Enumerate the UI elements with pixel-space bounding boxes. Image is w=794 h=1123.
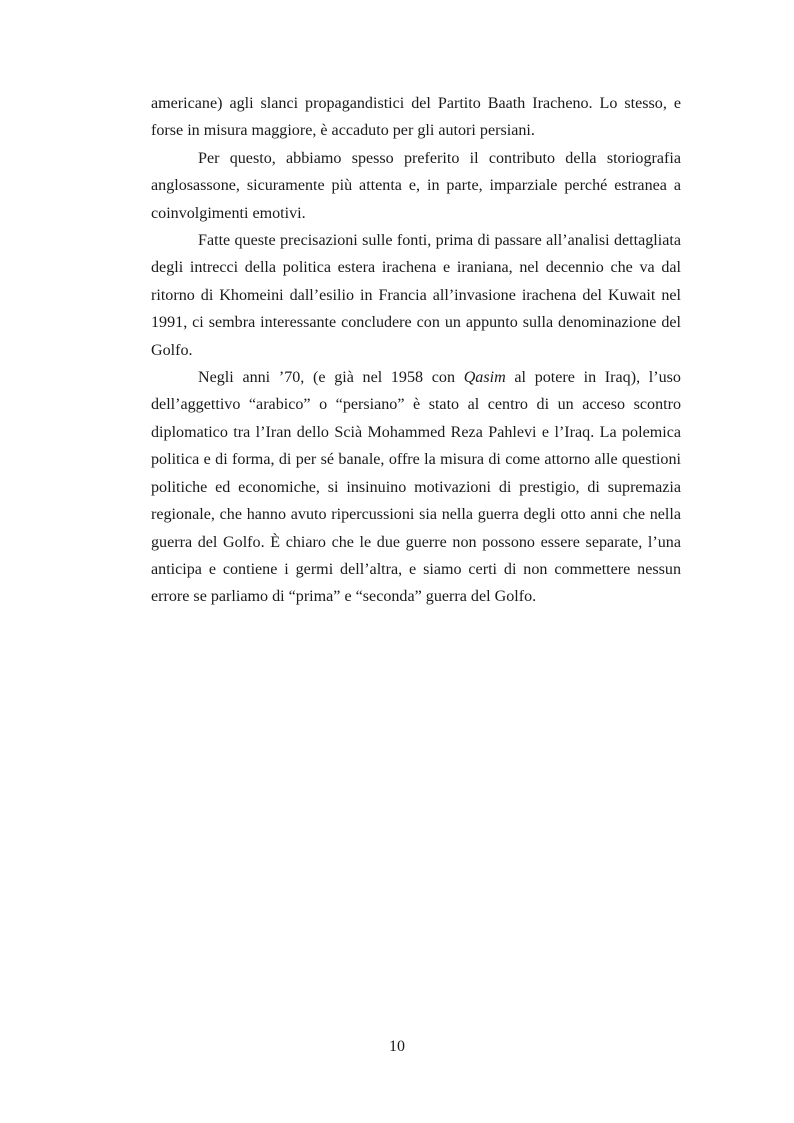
paragraph-4-rest: al potere in Iraq), l’uso dell’aggettivo “arabico” o “persiano” è stato al centro di un acceso scontro diplomatico tra l’Iran dello Scià Mohammed Reza Pahlevi e l’Iraq. La polemica politica e di forma, di per sé banale, offre la misura di come attorno alle questioni politiche ed economiche, si insinuino motivazioni di prestigio, di supremazia regionale, che hanno avuto ripercussioni sia nella guerra degli otto anni che nella guerra del Golfo. È chiaro che le due guerre non possono essere separate, l’una anticipa e contiene i germi dell’altra, e siamo certi di non commettere nessun errore se parliamo di “prima” e “seconda” guerra del Golfo. [151, 369, 681, 606]
page-body [151, 90, 681, 611]
paragraph-2: Per questo, abbiamo spesso preferito il contributo della storiografia anglosassone, sicuramente più attenta e, in parte, imparziale perché estranea a coinvolgimenti emotivi. [151, 149, 681, 222]
qasim-italic: Qasim [463, 369, 506, 387]
page-number: 10 [389, 1038, 405, 1055]
paragraph-4 [151, 364, 681, 611]
paragraph-1: americane) agli slanci propagandistici del Partito Baath Iracheno. Lo stesso, e forse in misura maggiore, è accaduto per gli autori persiani. [151, 95, 681, 140]
paragraph-4-lead: Negli anni ’70, (e già nel 1958 con [198, 369, 464, 387]
paragraph-3: Fatte queste precisazioni sulle fonti, prima di passare all’analisi dettagliata degli intrecci della politica estera irachena e iraniana, nel decennio che va dal ritorno di Khomeini dall’esilio in Francia all’invasione irachena del Kuwait nel 1991, ci sembra interessante concludere con un appunto sulla denominazione del Golfo. [151, 232, 681, 359]
